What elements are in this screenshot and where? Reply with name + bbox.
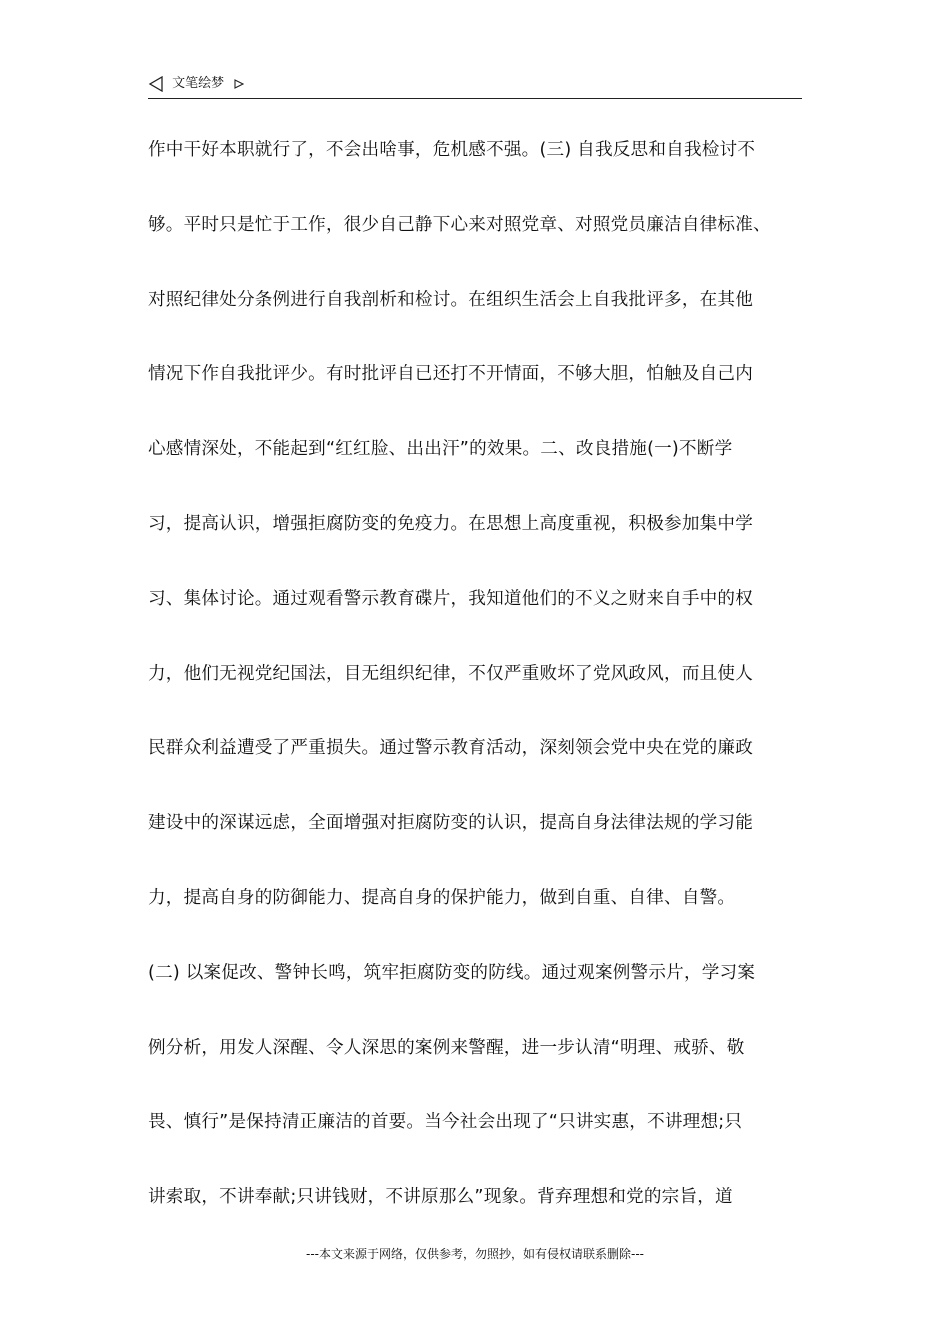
text-line: 民群众利益遭受了严重损失。通过警示教育活动，深刻领会党中央在党的廉政 [148, 738, 753, 759]
text-line: 心感情深处，不能起到“红红脸、出出汗”的效果。二、改良措施(一)不断学 [148, 439, 733, 460]
text-line: 够。平时只是忙于工作，很少自己静下心来对照党章、对照党员廉洁自律标准、 [148, 214, 771, 235]
text-line: 例分析，用发人深醒、令人深思的案例来警醒，进一步认清“明理、戒骄、敬 [148, 1037, 745, 1058]
text-line: 习，提高认识，增强拒腐防变的免疫力。在思想上高度重视，积极参加集中学 [148, 513, 753, 534]
right-triangle-icon [234, 79, 244, 89]
text-line: 对照纪律处分条例进行自我剖析和检讨。在组织生活会上自我批评多，在其他 [148, 289, 753, 310]
text-line: 建设中的深谋远虑，全面增强对拒腐防变的认识，提高自身法律法规的学习能 [148, 813, 753, 834]
footer-notice: ---本文来源于网络，仅供参考，勿照抄，如有侵权请联系删除--- [306, 1247, 644, 1261]
text-line: 情况下作自我批评少。有时批评自已还打不开情面，不够大胆，怕触及自己内 [148, 364, 753, 385]
text-line: 力，提高自身的防御能力、提高自身的保护能力，做到自重、自律、自警。 [148, 887, 736, 908]
page-header [148, 74, 802, 99]
text-line: 畏、慎行”是保持清正廉洁的首要。当今社会出现了“只讲实惠，不讲理想;只 [148, 1112, 743, 1133]
document-body [148, 128, 818, 1250]
left-triangle-icon [148, 76, 164, 92]
text-line: (二) 以案促改、警钟长鸣，筑牢拒腐防变的防线。通过观案例警示片，学习案 [148, 962, 756, 983]
text-line: 力，他们无视党纪国法，目无组织纪律，不仅严重败坏了党风政风，而且使人 [148, 663, 753, 684]
text-line: 习、集体讨论。通过观看警示教育碟片，我知道他们的不义之财来自手中的权 [148, 588, 753, 609]
text-line: 讲索取，不讲奉献;只讲钱财，不讲原那么”现象。背弃理想和党的宗旨，道 [148, 1187, 733, 1208]
text-line: 作中干好本职就行了，不会出啥事，危机感不强。(三) 自我反思和自我检讨不 [148, 140, 756, 160]
header-brand: 文笔绘梦 [172, 76, 225, 91]
